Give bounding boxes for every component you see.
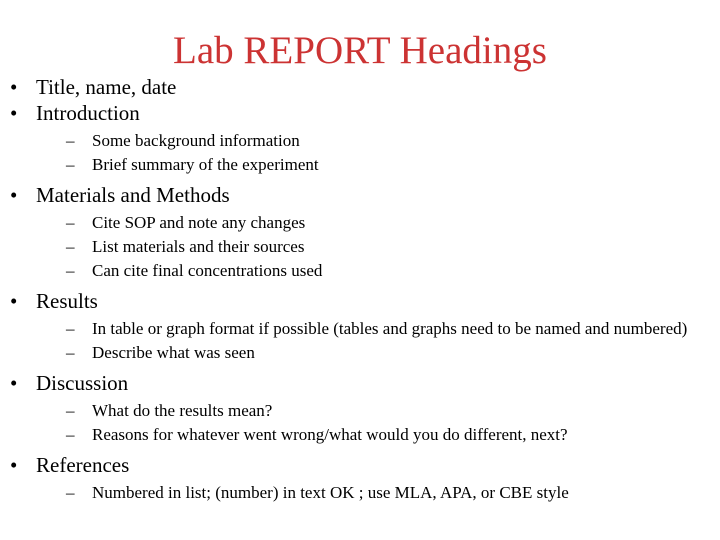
bullet-icon: • <box>10 101 18 125</box>
section-label: Introduction <box>36 101 140 125</box>
sub-list <box>36 132 700 174</box>
bullet-icon: • <box>10 453 18 477</box>
section-label: References <box>36 453 130 477</box>
dash-icon: – <box>66 425 75 444</box>
bullet-icon: • <box>10 75 18 99</box>
list-item-text: Numbered in list; (number) in text OK ; use MLA, APA, or CBE style <box>92 483 569 502</box>
list-item <box>36 156 700 174</box>
section-list <box>10 74 700 502</box>
sub-list <box>36 484 700 502</box>
section-results <box>10 288 700 370</box>
dash-icon: – <box>66 131 75 150</box>
section-label: Title, name, date <box>36 75 177 99</box>
list-item-text: Brief summary of the experiment <box>92 155 319 174</box>
list-item <box>36 344 700 362</box>
sub-list <box>36 320 700 362</box>
slide-content <box>10 74 700 508</box>
list-item <box>36 262 700 280</box>
dash-icon: – <box>66 343 75 362</box>
list-item-text: What do the results mean? <box>92 401 273 420</box>
list-item-text: In table or graph format if possible (tables and graphs need to be named and numbered) <box>92 319 688 338</box>
list-item-text: List materials and their sources <box>92 237 305 256</box>
list-item <box>36 484 700 502</box>
dash-icon: – <box>66 261 75 280</box>
list-item <box>36 214 700 232</box>
dash-icon: – <box>66 401 75 420</box>
sub-list <box>36 214 700 280</box>
section-references <box>10 452 700 502</box>
dash-icon: – <box>66 155 75 174</box>
section-title-name-date <box>10 74 700 100</box>
list-item <box>36 320 700 338</box>
dash-icon: – <box>66 237 75 256</box>
section-discussion <box>10 370 700 452</box>
dash-icon: – <box>66 213 75 232</box>
dash-icon: – <box>66 483 75 502</box>
list-item <box>36 426 700 444</box>
bullet-icon: • <box>10 289 18 313</box>
section-label: Materials and Methods <box>36 183 230 207</box>
list-item-text: Cite SOP and note any changes <box>92 213 306 232</box>
bullet-icon: • <box>10 183 18 207</box>
list-item <box>36 238 700 256</box>
section-label: Results <box>36 289 98 313</box>
dash-icon: – <box>66 319 75 338</box>
list-item <box>36 132 700 150</box>
list-item-text: Some background information <box>92 131 300 150</box>
section-materials-and-methods <box>10 182 700 288</box>
bullet-icon: • <box>10 371 18 395</box>
list-item <box>36 402 700 420</box>
list-item-text: Reasons for whatever went wrong/what would you do different, next? <box>92 425 568 444</box>
list-item-text: Can cite final concentrations used <box>92 261 323 280</box>
section-label: Discussion <box>36 371 129 395</box>
sub-list <box>36 402 700 444</box>
slide-title: Lab REPORT Headings <box>173 29 547 72</box>
section-introduction <box>10 100 700 182</box>
list-item-text: Describe what was seen <box>92 343 255 362</box>
